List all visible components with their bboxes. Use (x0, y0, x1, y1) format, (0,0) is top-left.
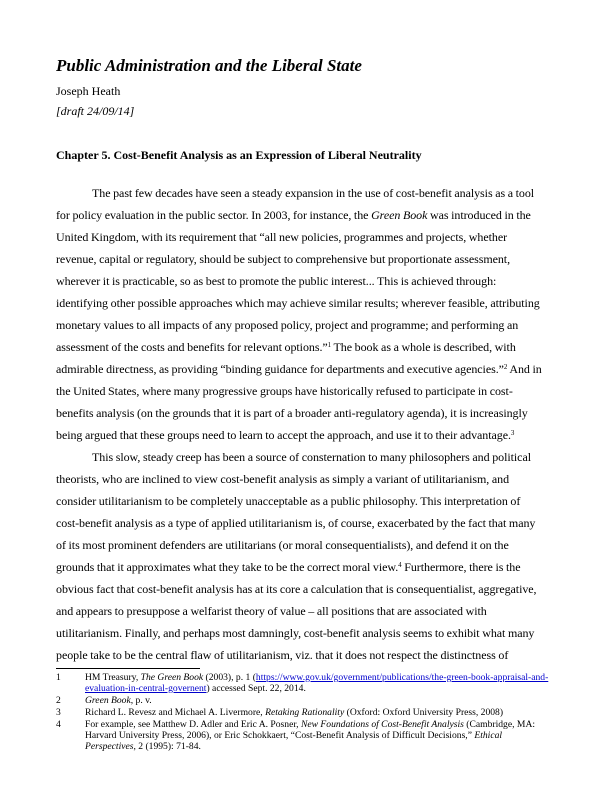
body-line: of its most prominent defenders are utilitarians (or moral consequentialists), and defend it on the (56, 538, 509, 552)
body-line: people take to be the central flaw of utilitarianism, viz. that it does not respect the distinctness of (56, 648, 509, 662)
body-line: consider utilitarianism to be completely unacceptable as a public philosophy. This interpretation of (56, 494, 521, 508)
footnote-link[interactable]: evaluation-in-central-governent (85, 683, 207, 694)
book-title-citation: Green Book (371, 208, 428, 222)
footnote-2: 2 Green Book, p. v. (56, 695, 152, 706)
body-line: revenue, capital or regulatory, should be subject to comprehensive but proportionate assessment, (56, 252, 511, 266)
footnote-link[interactable]: https://www.gov.uk/government/publications/the-green-book-appraisal-and- (255, 672, 549, 683)
body-line: grounds that it approximates what they take to be the correct moral view.$^4$ Furthermore, there is the (56, 560, 521, 574)
body-line: The past few decades have seen a steady expansion in the use of cost-benefit analysis as a tool (92, 186, 535, 200)
footnote-1: 1 HM Treasury, The Green Book (2003), p. 1 (https://www.gov.uk/government/publications/the-green-book-appraisal-and- (56, 672, 549, 683)
body-line: obvious fact that cost-benefit analysis has at its core a calculation that is consequentialist, aggregative, (56, 582, 537, 596)
footnote-number: 2 (56, 695, 61, 706)
body-line: wherever it is practicable, so as best to promote the public interest... This is achieved through: (56, 274, 497, 288)
footnote-ref[interactable]: 3 (510, 429, 515, 437)
body-line: identifying other possible approaches which may achieve similar results; wherever feasible, attributing (56, 296, 540, 310)
body-line: admirable directness, as providing “binding guidance for departments and executive agencies.”$^2$ And in (56, 362, 542, 376)
footnote-number: 3 (56, 707, 61, 718)
footnote-3: 3 Richard L. Revesz and Michael A. Livermore, Retaking Rationality (Oxford: Oxford University Press, 2008) (56, 707, 504, 718)
body-line: for policy evaluation in the public sector. In 2003, for instance, the Green Book was introduced in the (56, 208, 531, 222)
body-line: This slow, steady creep has been a source of consternation to many philosophers and political (92, 450, 531, 464)
chapter-heading: Chapter 5. Cost-Benefit Analysis as an Expression of Liberal Neutrality (56, 148, 422, 162)
body-line: monetary values to all impacts of any proposed policy, project and programme; and performing an (56, 318, 519, 332)
footnote-1-cont: evaluation-in-central-governent) accessed Sept. 22, 2014. (85, 683, 306, 694)
body-line: assessment of the costs and benefits for relevant options.”$^1$ The book as a whole is described, with (56, 340, 516, 354)
body-line: benefits analysis (on the grounds that it is part of a broader anti-regulatory agenda), it is increasingly (56, 406, 528, 420)
body-line: the United States, where many progressive groups have historically refused to participate in cost- (56, 384, 513, 398)
footnote-separator (56, 668, 200, 669)
footnote-4: 4 For example, see Matthew D. Adler and Eric A. Posner, New Foundations of Cost-Benefit Analysis (Cambridge, MA: (56, 719, 536, 730)
footnote-ref[interactable]: 2 (503, 363, 508, 371)
footnote-number: 1 (56, 672, 61, 683)
footnote-4-cont: Harvard University Press, 2006), or Eric Schokkaert, “Cost-Benefit Analysis of Difficult Decisions,” Ethical (85, 730, 503, 741)
author-name: Joseph Heath (56, 84, 121, 98)
body-line: United Kingdom, with its requirement that “all new policies, programmes and projects, whether (56, 230, 508, 244)
footnote-ref[interactable]: 1 (327, 341, 332, 349)
body-line: being argued that these groups need to learn to accept the approach, and use it to their advantage.$^3$ (56, 428, 515, 442)
book-title: Public Administration and the Liberal State (56, 56, 362, 75)
body-line: cost-benefit analysis as a type of applied utilitarianism is, of course, exacerbated by the fact that many (56, 516, 536, 530)
footnote-ref[interactable]: 4 (398, 561, 402, 569)
body-line: theorists, who are inclined to view cost-benefit analysis as simply a variant of utilitarianism, and (56, 472, 510, 486)
draft-date: [draft 24/09/14] (56, 104, 135, 118)
footnote-number: 4 (56, 719, 61, 730)
body-line: utilitarianism. Finally, and perhaps most damningly, cost-benefit analysis seems to exhibit what many (56, 626, 535, 640)
footnote-4-cont: Perspectives, 2 (1995): 71-84. (85, 741, 201, 752)
body-line: and appears to presuppose a welfarist theory of value – all positions that are associated with (56, 604, 487, 618)
